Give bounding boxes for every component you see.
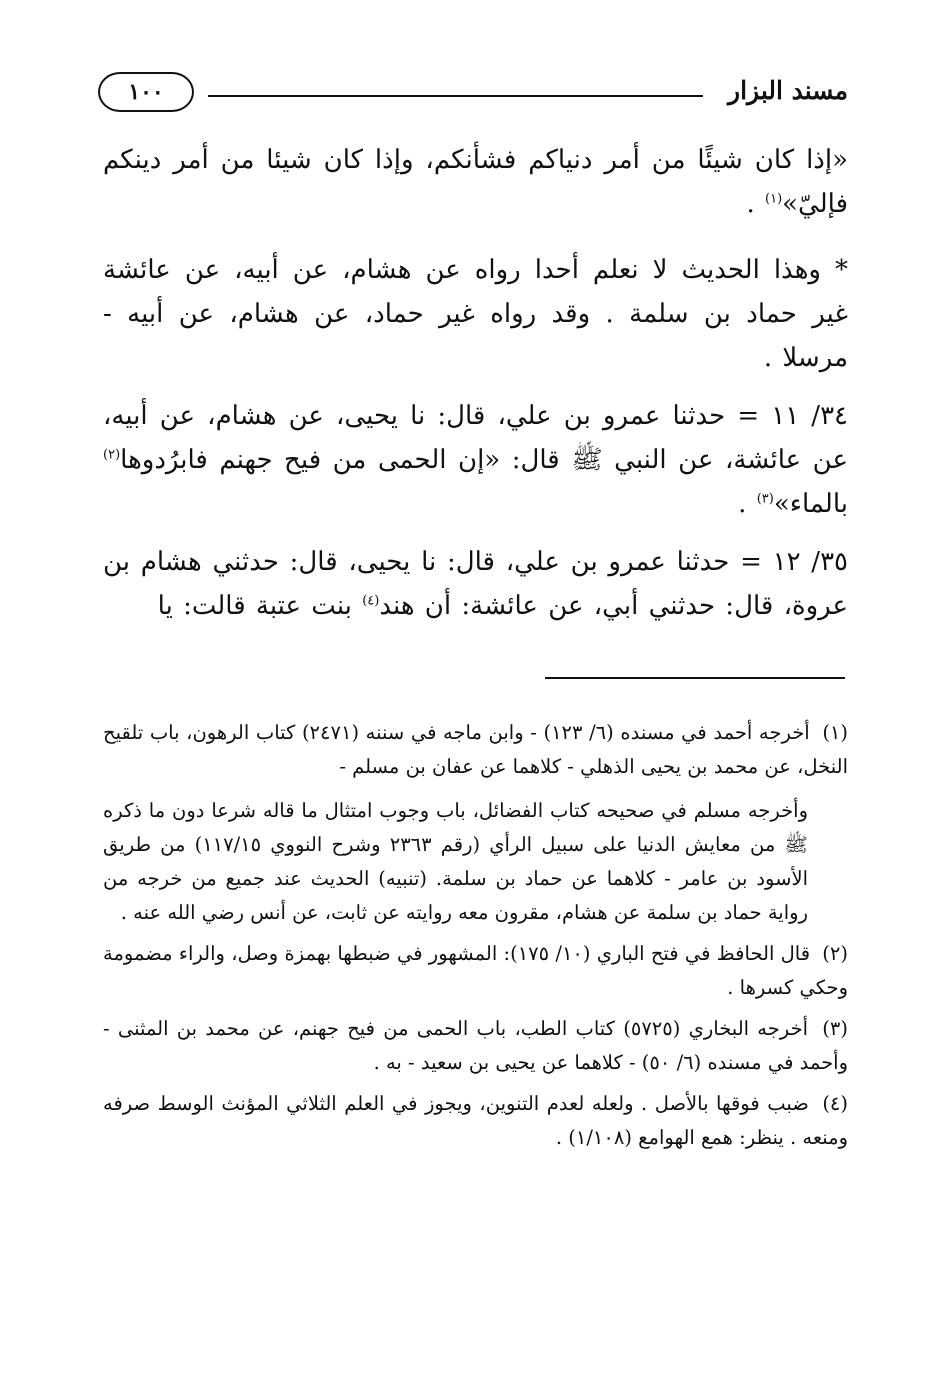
footnote-separator [545, 677, 845, 679]
footnote-text: أخرجه أحمد في مسنده (٦/ ١٢٣) - وابن ماجه في سننه (٢٤٧١) كتاب الرهون، باب تلقيح النخل، عن محمد بن يحيى الذهلي - كلاهما عن عفان بن مسلم - [103, 721, 848, 778]
main-text [103, 138, 848, 642]
footnote-1 [103, 716, 848, 784]
paragraph-commentary: * وهذا الحديث لا نعلم أحدا رواه عن هشام، عن أبيه، عن عائشة غير حماد بن سلمة . وقد رواه غير حماد، عن هشام، عن أبيه - مرسلا . [103, 255, 848, 373]
footnote-number: (١) [822, 721, 849, 744]
footnote-ref-3[interactable]: (٣) [756, 491, 774, 507]
footnote-number: (٣) [822, 1017, 848, 1040]
footnote-1-continued: وأخرجه مسلم في صحيحه كتاب الفضائل، باب وجوب امتثال ما قاله شرعا دون ما ذكره ﷺ من معايش الدنيا على سبيل الرأي (رقم ٢٣٦٣ وشرح النووي ١١٧/١٥) من طريق الأسود بن عامر - كلاهما عن حماد بن سلمة. (تنبيه) الحديث عند جميع من خرجه من رواية حماد بن سلمة عن هشام، مقرون معه روايته عن ثابت، عن أنس رضي الله عنه . [103, 799, 808, 924]
footnote-ref-4[interactable]: (٤) [362, 593, 380, 609]
running-title: مسند البزار [728, 76, 848, 105]
paragraph-hadith-35 [103, 540, 848, 628]
footnote-text: قال الحافظ في فتح الباري (١٠/ ١٧٥): المشهور في ضبطها بهمزة وصل، والراء مضمومة وحكي كسرها . [103, 942, 848, 999]
footnotes [103, 716, 848, 1162]
footnote-ref-1[interactable]: (١) [765, 191, 783, 207]
footnote-text: أخرجه البخاري (٥٧٢٥) كتاب الطب، باب الحمى من فيح جهنم، عن محمد بن المثنى - وأحمد في مسنده (٦/ ٥٠) - كلاهما عن يحيى بن سعيد - به . [103, 1017, 848, 1074]
header-rule [208, 95, 703, 97]
page-header [98, 70, 848, 120]
paragraph-text: «إذا كان شيئًا من أمر دنياكم فشأنكم، وإذا كان شيئا من أمر دينكم فإليّ» [103, 145, 848, 219]
paragraph-hadith-34 [103, 394, 848, 526]
footnote-3 [103, 1012, 848, 1080]
footnote-text: ضبب فوقها بالأصل . ولعله لعدم التنوين، ويجوز في العلم الثلاثي المؤنث الوسط صرفه ومنعه . ينظر: همع الهوامع (١/١٠٨) . [103, 1092, 848, 1149]
footnote-number: (٢) [822, 942, 848, 965]
footnote-2 [103, 937, 848, 1005]
paragraph-hadith-end [103, 138, 848, 226]
paragraph-text: ٣٤/ ١١ = حدثنا عمرو بن علي، قال: نا يحيى، عن هشام، عن أبيه، عن عائشة، عن النبي ﷺ قال: «إن الحمى من فيح جهنم فابرُدوها [103, 401, 849, 475]
paragraph-end: . [746, 189, 765, 219]
footnote-4 [103, 1087, 848, 1155]
page-number: ١٠٠ [98, 72, 194, 112]
paragraph-text-continued: بالماء» [773, 489, 848, 519]
paragraph-text: ٣٥/ ١٢ = حدثنا عمرو بن علي، قال: نا يحيى، قال: حدثني هشام بن عروة، قال: حدثني أبي، عن عائشة: أن هند [103, 547, 849, 621]
footnote-ref-2[interactable]: (٢) [103, 447, 121, 463]
paragraph-text-continued: بنت عتبة قالت: يا [157, 591, 363, 621]
paragraph-end: . [738, 489, 757, 519]
footnote-number: (٤) [822, 1092, 849, 1115]
